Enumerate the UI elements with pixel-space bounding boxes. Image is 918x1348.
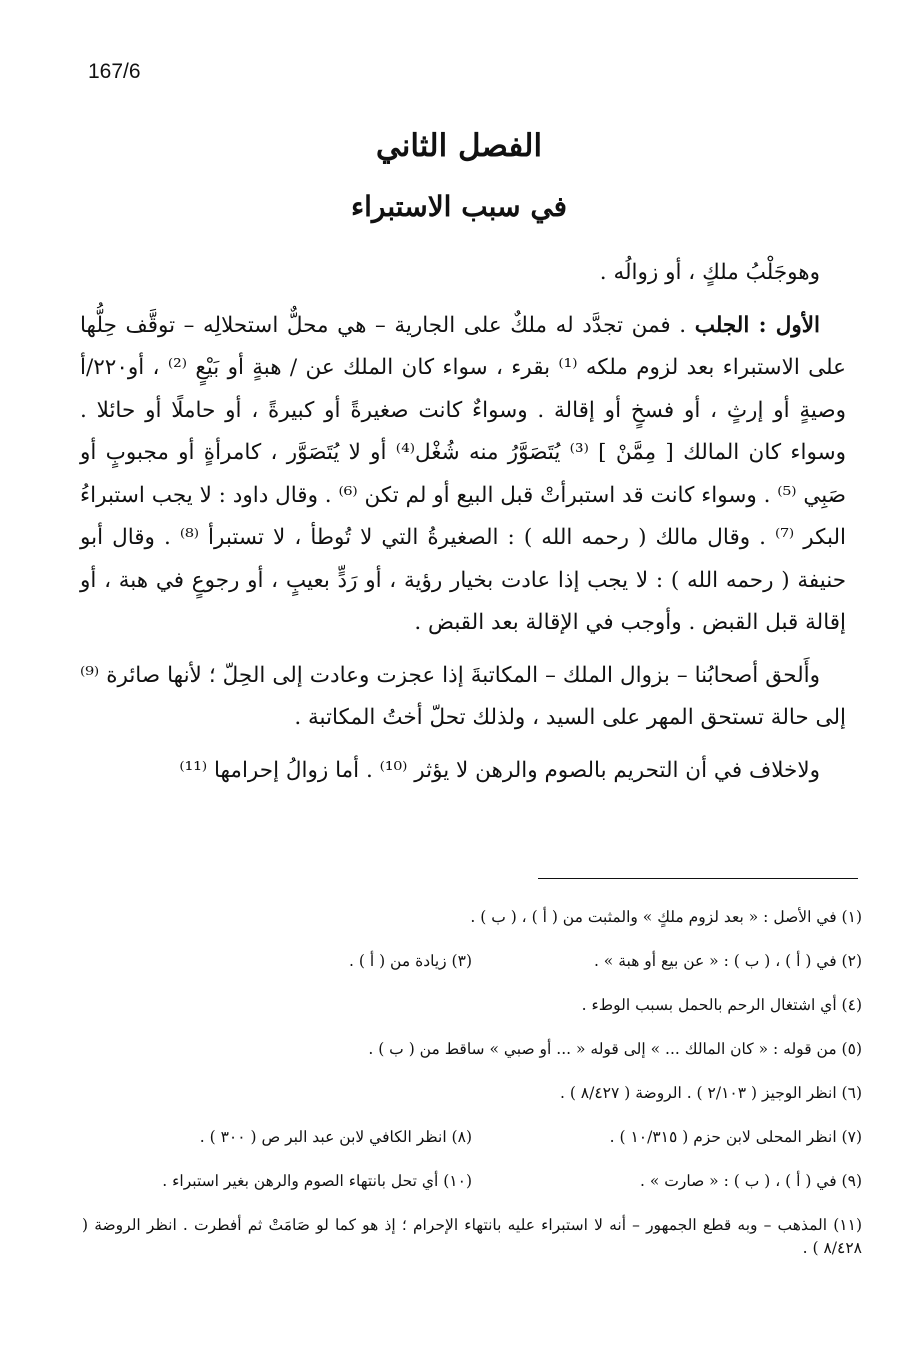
footnote-4: (٤) أي اشتغال الرحم بالحمل بسبب الوطء . [581,996,862,1014]
footnote-8: (٨) انظر الكافي لابن عبد البر ص ( ٣٠٠ ) . [199,1128,472,1146]
footnote-6: (٦) انظر الوجيز ( ٢/١٠٣ ) . الروضة ( ٨/٤٢٧ ) . [559,1084,862,1102]
footnote-row [82,1214,862,1260]
footnote-row [82,950,862,973]
footnote-9: (٩) في ( أ ) ، ( ب ) : « صارت » . [640,1172,862,1190]
footnote-5: (٥) من قوله : « كان المالك ... » إلى قوله « ... أو صبي » ساقط من ( ب ) . [368,1040,862,1058]
paragraph-no-dispute: ولاخلاف في أن التحريم بالصوم والرهن لا يؤثر ⁽¹⁰⁾ . أما زوالُ إحرامها ⁽¹¹⁾ [179,757,820,783]
paragraph-mukataba: وأَلحق أصحابُنا – بزوال الملك – المكاتبةَ إذا عجزت وعادت إلى الحِلّ ؛ لأنها صائرة ⁽⁹⁾ إلى حالة تستحق المهر على السيد ، ولذلك تحلّ أختُ المكاتبة . [80,662,846,730]
footnote-row [82,1038,862,1061]
footnotes [82,906,862,1266]
footnote-row [82,1170,862,1193]
footnote-row [82,1082,862,1105]
footnote-7: (٧) انظر المحلى لابن حزم ( ١٠/٣١٥ ) . [609,1128,862,1146]
chapter-subtitle: في سبب الاستبراء [350,190,568,223]
paragraph-intro: وهوجَلْبُ ملكٍ ، أو زوالُه . [599,260,820,285]
chapter-title: الفصل الثاني [375,128,543,164]
footnote-11: (١١) المذهب – وبه قطع الجمهور – أنه لا استبراء عليه بانتهاء الإحرام ؛ إذ هو كما لو صَامَتْ ثم أفطرت . انظر الروضة ( ٨/٤٢٨ ) . [82,1216,862,1257]
footnote-row [82,994,862,1017]
main-text [80,252,846,792]
paragraph-first-cause [80,305,846,645]
footnote-3: (٣) زيادة من ( أ ) . [349,952,472,970]
footnote-1: (١) في الأصل : « بعد لزوم ملكٍ » والمثبت من ( أ ) ، ( ب ) . [470,908,862,926]
footnote-divider [538,878,858,879]
first-cause-text: . فمن تجدَّد له ملكٌ على الجارية – هي محلٌّ استحلالِه – توقَّف حِلُّها على الاستبراء بعد لزوم ملكه ⁽¹⁾ بقرء ، سواء كان الملك عن / هبةٍ أو بَيْعٍ ⁽²⁾ ، أو٢٢٠/أ وصيةٍ أو إرثٍ ، أو فسخٍ أو إقالة . وسواءٌ كانت صغيرةً أو كبيرةً ، أو حاملًا أو حائلا . وسواء كان المالك [ مِمَّنْ ] ⁽³⁾ يُتَصَوَّرُ منه شُغْل⁽⁴⁾ أو لا يُتَصَوَّر ، كامرأةٍ أو مجبوبٍ أو صَبِي ⁽⁵⁾ . وسواء كانت قد استبرأتْ قبل البيع أو لم تكن ⁽⁶⁾ . وقال داود : لا يجب استبراءُ البكر ⁽⁷⁾ . وقال مالك ( رحمه الله ) : الصغيرةُ التي لا تُوطأ ، لا تستبرأ ⁽⁸⁾ . وقال أبو حنيفة ( رحمه الله ) : لا يجب إذا عادت بخيار رؤية ، أو رَدٍّ بعيبٍ ، أو رجوعٍ في هبة ، أو إقالة قبل القبض . وأوجب في الإقالة بعد القبض . [80,312,847,635]
footnote-row [82,1126,862,1149]
first-cause-heading: الأول : الجلب [694,312,821,338]
page-number: 167/6 [88,60,141,83]
footnote-row [82,906,862,929]
footnote-10: (١٠) أي تحل بانتهاء الصوم والرهن بغير استبراء . [162,1172,472,1190]
footnote-2: (٢) في ( أ ) ، ( ب ) : « عن بيع أو هبة » . [593,952,862,970]
